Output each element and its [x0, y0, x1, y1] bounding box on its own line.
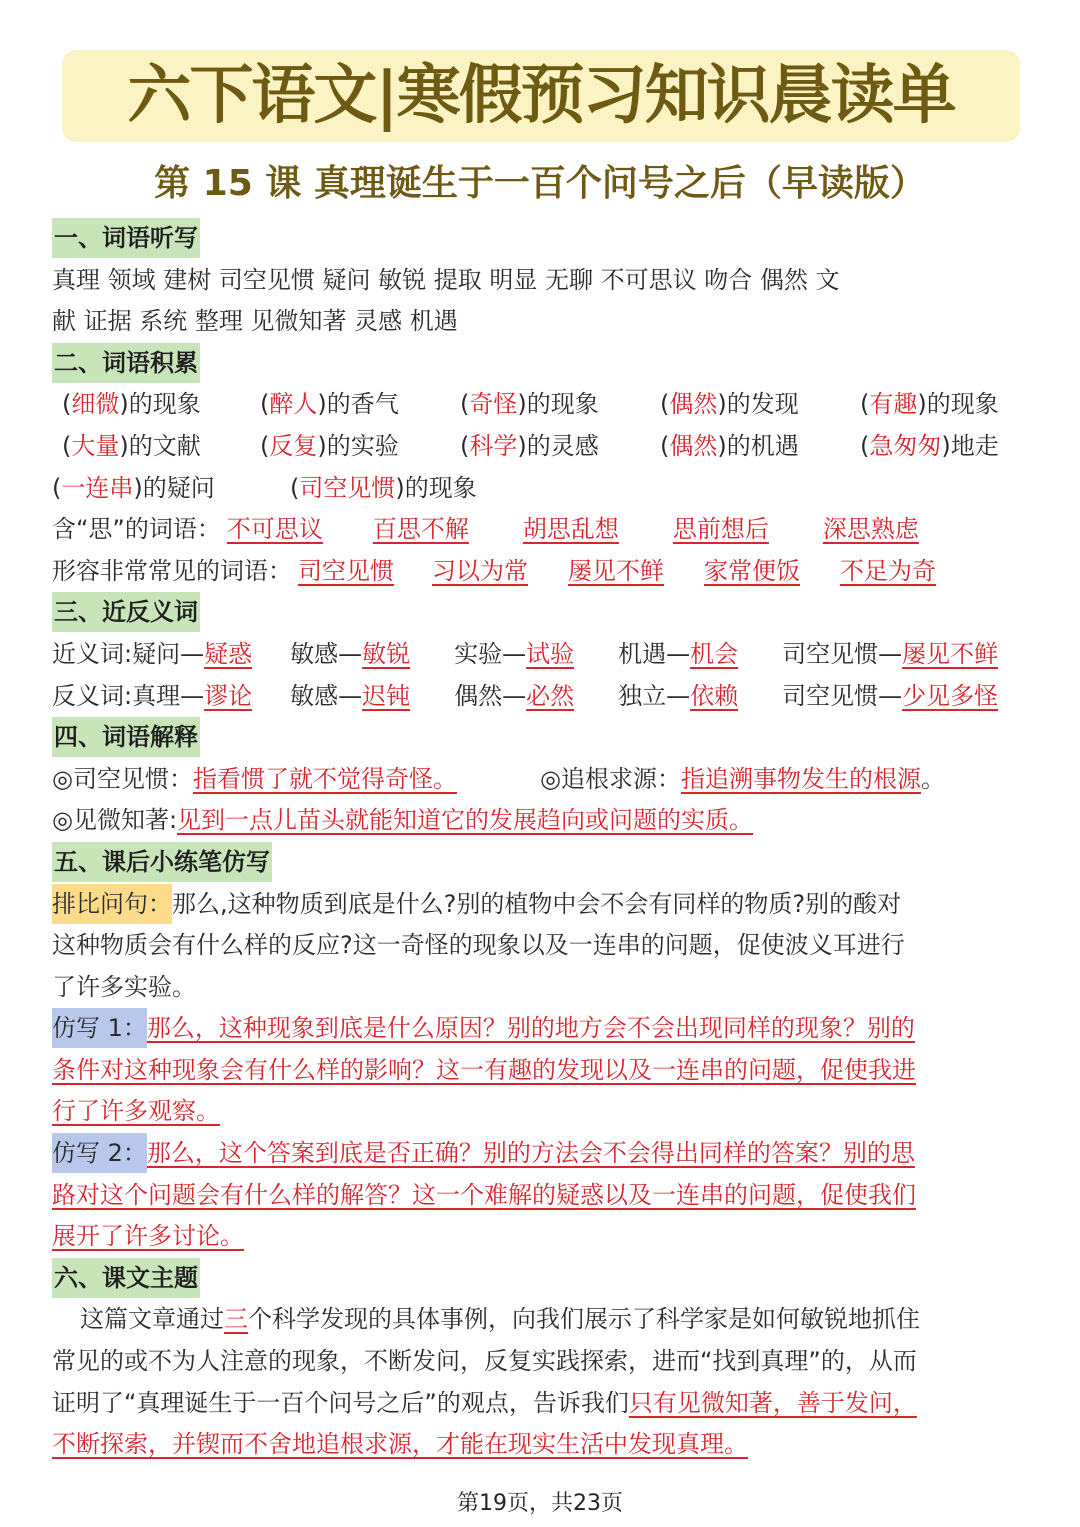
section-heading-synonyms: 三、近反义词 — [52, 592, 200, 632]
original-line-1: 排比问句：那么,这种物质到底是什么?别的植物中会不会有同样的物质?别的酸对 — [52, 884, 1032, 926]
antonym-row — [52, 676, 1032, 718]
phrase-item: (急匆匆)地走 — [860, 431, 999, 460]
phrase-item: (反复)的实验 — [260, 431, 399, 460]
phrase-row-3 — [52, 468, 1032, 510]
phrase-item: (有趣)的现象 — [860, 390, 999, 419]
phrase-item: (醉人)的香气 — [260, 390, 399, 419]
common-word: 屡见不鲜 — [568, 556, 664, 585]
section-heading-accumulation: 二、词语积累 — [52, 343, 200, 383]
imitation-1-line-3: 行了许多观察。 — [52, 1097, 220, 1126]
antonym-pair: 真理—谬论 — [132, 681, 253, 710]
synonym-row — [52, 634, 1032, 676]
phrase-item: (偶然)的机遇 — [660, 431, 799, 460]
antonym-label: 反义词: — [52, 681, 133, 710]
phrase-item: (大量)的文献 — [62, 431, 201, 460]
imitation-2-line-1: 仿写 2：那么，这个答案到底是否正确？别的方法会不会得出同样的答案？别的思 — [52, 1133, 1032, 1175]
synonym-pair: 疑问—疑惑 — [132, 639, 253, 668]
si-word: 深思熟虑 — [822, 515, 919, 544]
page-title: 六下语文|寒假预习知识晨读单 — [127, 58, 955, 133]
section-heading-dictation: 一、词语听写 — [52, 218, 200, 258]
lesson-subtitle: 第 15 课 真理诞生于一百个问号之后（早读版） — [154, 163, 926, 204]
section-heading-imitation: 五、课后小练笔仿写 — [52, 842, 272, 882]
common-word: 司空见惯 — [298, 556, 394, 585]
synonym-label: 近义词: — [52, 639, 133, 668]
imitation-2-tag: 仿写 2： — [52, 1133, 147, 1173]
original-line-2: 这种物质会有什么样的反应?这一奇怪的现象以及一连串的问题，促使波义耳进行 — [52, 931, 905, 960]
common-word: 习以为常 — [432, 556, 528, 585]
antonym-pair: 敏感—迟钝 — [290, 681, 411, 710]
section-heading-theme: 六、课文主题 — [52, 1258, 200, 1298]
phrase-item: (细微)的现象 — [62, 390, 201, 419]
synonym-pair: 司空见惯—屡见不鲜 — [782, 639, 999, 668]
imitation-2-line-2: 路对这个问题会有什么样的解答？这一个难解的疑惑以及一连串的问题，促使我们 — [52, 1180, 916, 1209]
explanation-item: ◎追根求源：指追溯事物发生的根源。 — [540, 764, 945, 793]
phrase-item: (司空见惯)的现象 — [290, 473, 477, 502]
common-words-label: 形容非常常见的词语： — [52, 556, 292, 585]
synonym-pair: 实验—试验 — [454, 639, 575, 668]
antonym-pair: 独立—依赖 — [618, 681, 739, 710]
theme-line-1: 这篇文章通过三个科学发现的具体事例，向我们展示了科学家是如何敏锐地抓住 — [80, 1305, 920, 1334]
original-line-3: 了许多实验。 — [52, 972, 196, 1001]
si-word: 百思不解 — [372, 515, 469, 544]
phrase-item: (科学)的灵感 — [460, 431, 599, 460]
phrase-row-1 — [52, 384, 1032, 426]
imitation-2-line-3: 展开了许多讨论。 — [52, 1222, 244, 1251]
dictation-line-2: 献 证据 系统 整理 见微知著 灵感 机遇 — [52, 307, 458, 336]
imitation-1-line-1: 仿写 1：那么，这种现象到底是什么原因？别的地方会不会出现同样的现象？别的 — [52, 1008, 1032, 1050]
theme-line-4: 不断探索，并锲而不舍地追根求源，才能在现实生活中发现真理。 — [52, 1430, 748, 1459]
synonym-pair: 机遇—机会 — [618, 639, 739, 668]
phrase-item: (奇怪)的现象 — [460, 390, 599, 419]
antonym-pair: 司空见惯—少见多怪 — [782, 681, 999, 710]
dictation-line-1: 真理 领域 建树 司空见惯 疑问 敏锐 提取 明显 无聊 不可思议 吻合 偶然 文 — [52, 265, 840, 294]
common-word: 不足为奇 — [840, 556, 936, 585]
content — [52, 218, 1032, 1466]
synonym-pair: 敏感—敏锐 — [290, 639, 411, 668]
theme-line-3: 证明了“真理诞生于一百个问号之后”的观点，告诉我们只有见微知著，善于发问， — [52, 1388, 917, 1417]
section-heading-explanations: 四、词语解释 — [52, 717, 200, 757]
si-word: 思前想后 — [672, 515, 769, 544]
page-number: 第19页，共23页 — [457, 1491, 623, 1516]
phrase-item: (一连串)的疑问 — [52, 473, 215, 502]
imitation-1-line-2: 条件对这种现象会有什么样的影响？这一有趣的发现以及一连串的问题，促使我进 — [52, 1055, 916, 1084]
explanation-item: ◎司空见惯：指看惯了就不觉得奇怪。 — [52, 764, 457, 793]
si-words-row — [52, 509, 1032, 551]
phrase-row-2 — [52, 426, 1032, 468]
imitation-1-tag: 仿写 1： — [52, 1008, 147, 1048]
si-word: 胡思乱想 — [522, 515, 619, 544]
si-words-label: 含“思”的词语： — [52, 515, 221, 544]
explanation-row-1 — [52, 759, 1032, 801]
explanation-row-2: ◎见微知著:见到一点儿苗头就能知道它的发展趋向或问题的实质。 — [52, 806, 754, 835]
theme-line-2: 常见的或不为人注意的现象，不断发问，反复实践探索，进而“找到真理”的，从而 — [52, 1347, 917, 1376]
common-words-row — [52, 551, 1032, 593]
original-tag: 排比问句： — [52, 884, 172, 924]
si-word: 不可思议 — [226, 515, 323, 544]
phrase-item: (偶然)的发现 — [660, 390, 799, 419]
common-word: 家常便饭 — [704, 556, 800, 585]
antonym-pair: 偶然—必然 — [454, 681, 575, 710]
